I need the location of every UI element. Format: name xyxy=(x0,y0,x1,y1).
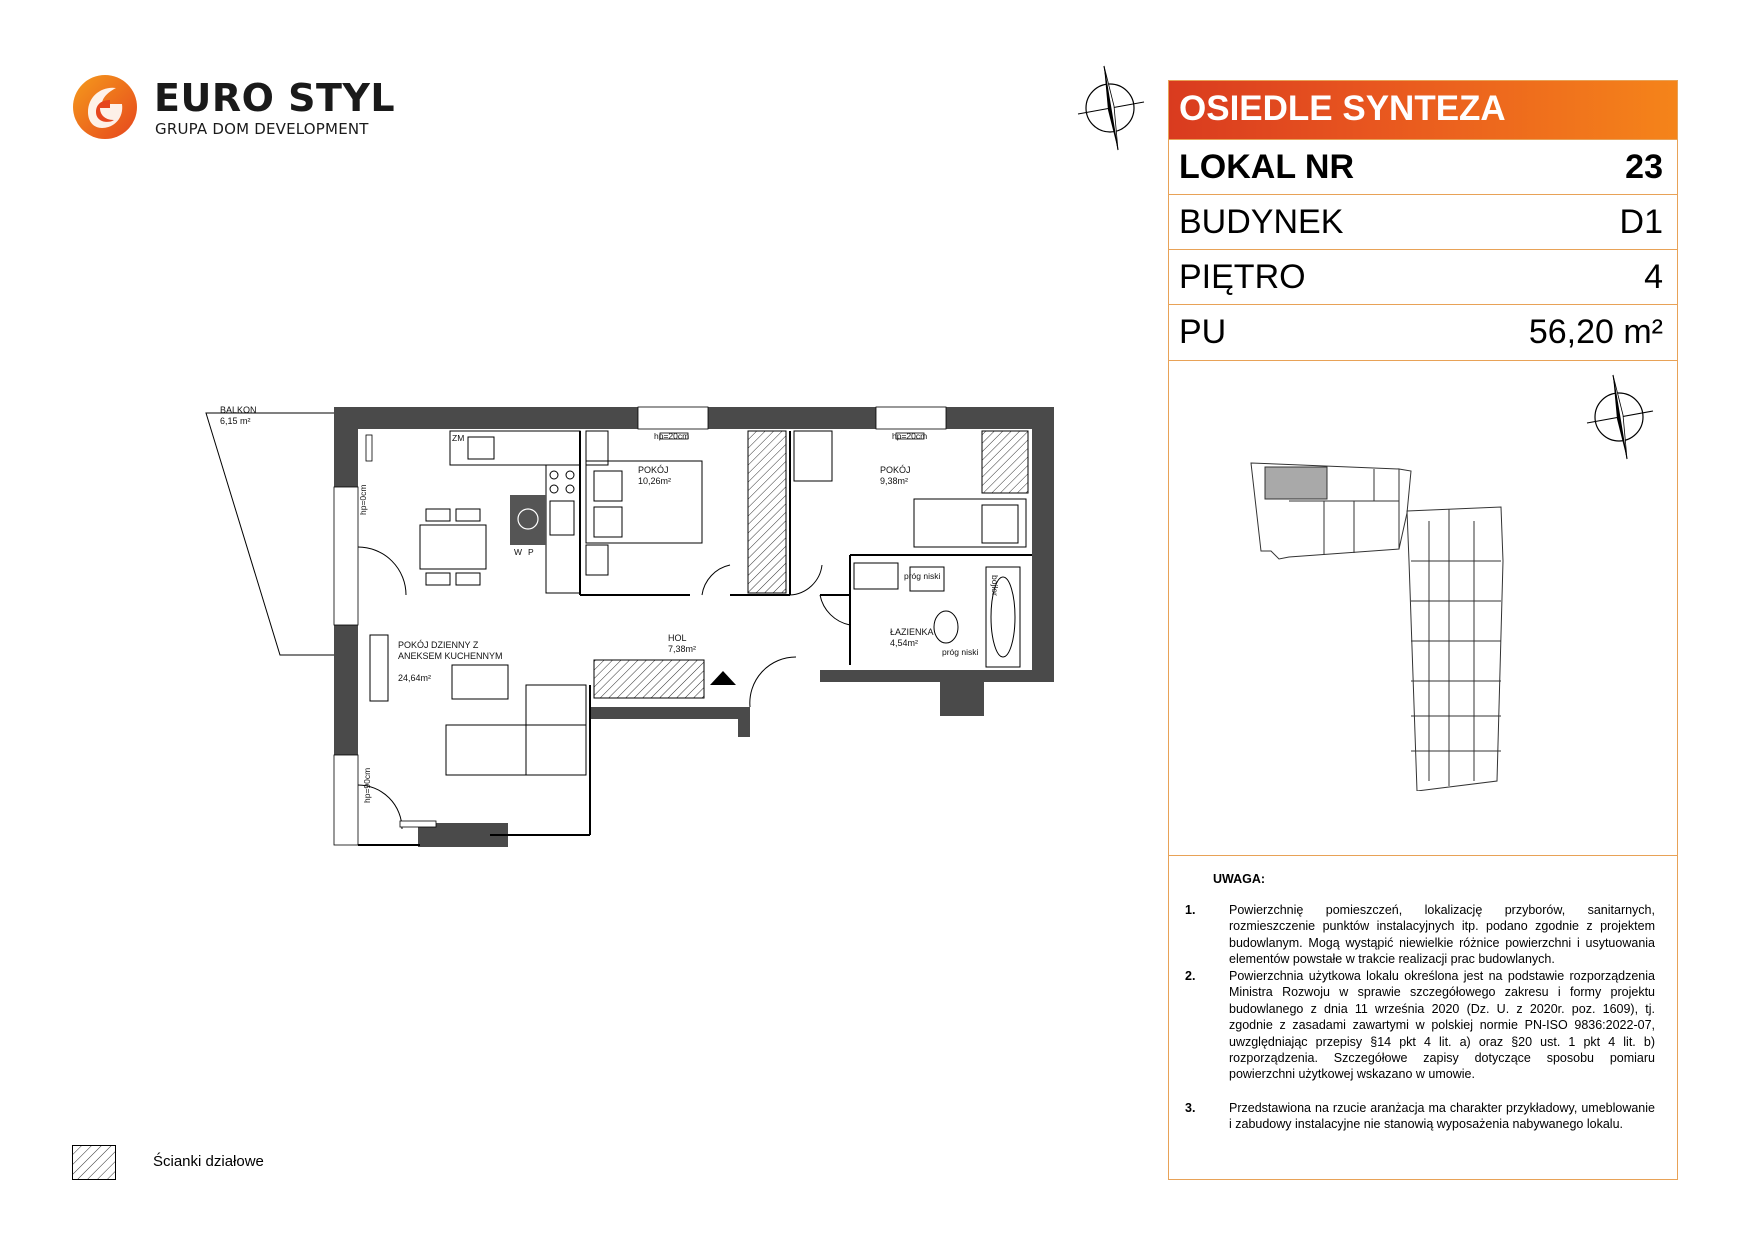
floor-plan xyxy=(190,395,1070,855)
remark-2 xyxy=(1185,968,1655,1083)
budynek-label: BUDYNEK xyxy=(1179,203,1344,241)
room-name: BALKON xyxy=(220,405,257,415)
remark-text: Powierzchnię pomieszczeń, lokalizację przyborów, sanitarnych, rozmieszczenie punktów instalacyjnych itp. podano zgodnie z projektem budowlanym. Mogą wystąpić niewielkie różnice powierzchni i usytuowania elementów powstałe w trakcie realizacji prac budowlanych. xyxy=(1229,903,1655,967)
room-lazienka xyxy=(890,627,934,649)
remark-number: 3. xyxy=(1185,1101,1196,1115)
remarks-section xyxy=(1169,855,1677,1181)
remark-text: Przedstawiona na rzucie aranżacja ma charakter przykładowy, umeblowanie i zabudowy instalacyjne nie stanowią wyposażenia nabywanego lokalu. xyxy=(1229,1101,1655,1132)
panel-header xyxy=(1169,81,1677,139)
pietro-value: 4 xyxy=(1644,258,1663,296)
site-north-arrow-icon xyxy=(1579,371,1661,463)
sill-height-note: hp=20cm xyxy=(654,431,690,441)
threshold-note: próg niski xyxy=(904,571,941,581)
euro-styl-logo-icon xyxy=(72,74,138,140)
room-area: 6,15 m² xyxy=(220,416,251,426)
room-pokoj-2 xyxy=(880,465,911,487)
row-pu xyxy=(1169,304,1677,359)
pu-value: 56,20 m² xyxy=(1528,313,1663,351)
info-panel xyxy=(1168,80,1678,1180)
room-area: 7,38m² xyxy=(668,644,697,654)
room-living xyxy=(398,629,503,684)
remark-text: Powierzchnia użytkowa lokalu określona jest na podstawie rozporządzenia Ministra Rozwoju w sprawie szczegółowego zakresu i formy projektu budowlanego z dnia 11 września 2020 (Dz. U. z 2020r. poz. 1609), tj. zgodnie z zasadami zawartymi w polskiej normie PN-ISO 9836:2022-07, uwzględniając przepisy §14 pkt 4 lit. a) oraz §20 ust. 1 pkt 4 lit. b) rozporządzenia. Szczegółowe zapisy dotyczące sposobu pomiaru powierzchni użytkowej wskazano w umowie. xyxy=(1229,969,1655,1082)
dryer-note: P xyxy=(528,547,534,557)
logo-name: EURO STYL xyxy=(154,76,396,120)
row-budynek xyxy=(1169,194,1677,249)
room-name: POKÓJ xyxy=(880,465,911,475)
pietro-label: PIĘTRO xyxy=(1179,258,1306,296)
remark-number: 1. xyxy=(1185,903,1196,917)
fridge-note: ZM xyxy=(452,433,465,443)
room-area: 10,26m² xyxy=(638,476,672,486)
room-name: HOL xyxy=(668,633,687,643)
boiler-note: bojler xyxy=(990,575,1000,596)
remark-3 xyxy=(1185,1100,1655,1133)
estate-title: OSIEDLE SYNTEZA xyxy=(1179,89,1506,128)
room-name: POKÓJ DZIENNY Z ANEKSEM KUCHENNYM xyxy=(398,640,503,661)
logo-subtitle: GRUPA DOM DEVELOPMENT xyxy=(155,120,369,138)
room-area: 24,64m² xyxy=(398,673,432,683)
room-hol xyxy=(668,633,696,655)
hatch-pattern-icon xyxy=(72,1145,116,1180)
washer-note: W xyxy=(514,547,523,557)
site-plan xyxy=(1169,360,1677,855)
lokal-value: 23 xyxy=(1625,148,1663,186)
room-area: 9,38m² xyxy=(880,476,909,486)
sill-height-note: hp=20cm xyxy=(892,431,928,441)
sill-height-note: hp=0cm xyxy=(358,484,368,515)
lokal-label: LOKAL NR xyxy=(1179,148,1355,186)
threshold-note: próg niski xyxy=(942,647,979,657)
company-logo xyxy=(72,74,396,144)
room-name: ŁAZIENKA xyxy=(890,627,934,637)
floor-plan-drawing xyxy=(190,395,1070,855)
budynek-value: D1 xyxy=(1619,203,1663,241)
room-balkon xyxy=(220,405,257,427)
remark-1 xyxy=(1185,902,1655,968)
room-pokoj-1 xyxy=(638,465,671,487)
room-area: 4,54m² xyxy=(890,638,919,648)
building-site-plan xyxy=(1249,461,1549,791)
pu-label: PU xyxy=(1179,313,1227,351)
room-name: POKÓJ xyxy=(638,465,669,475)
remark-number: 2. xyxy=(1185,969,1196,983)
remarks-title: UWAGA: xyxy=(1213,872,1266,886)
row-lokal xyxy=(1169,139,1677,194)
row-pietro xyxy=(1169,249,1677,304)
north-arrow-icon xyxy=(1070,62,1154,154)
sill-height-note: hp=90cm xyxy=(362,767,372,803)
legend-label: Ścianki działowe xyxy=(153,1153,264,1170)
